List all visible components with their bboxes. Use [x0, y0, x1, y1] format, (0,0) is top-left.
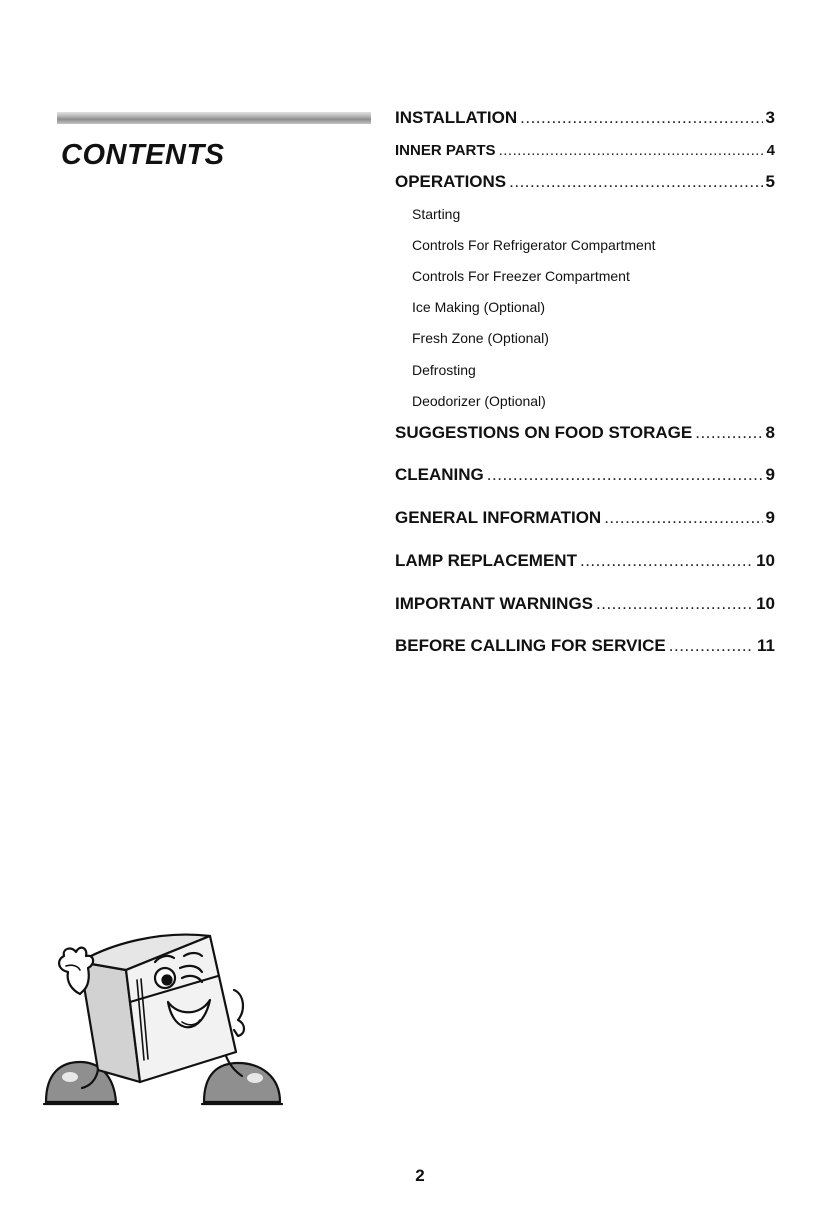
toc-leader-dots	[580, 551, 753, 571]
toc-subitem-fresh-zone[interactable]: Fresh Zone (Optional)	[412, 330, 549, 346]
toc-entry-page: 10	[756, 594, 775, 613]
toc-entry-page: 4	[766, 142, 775, 159]
toc-subitem-ice-making[interactable]: Ice Making (Optional)	[412, 299, 546, 315]
toc-subitem-starting[interactable]: Starting	[412, 206, 461, 222]
toc-leader-dots	[596, 594, 753, 614]
toc-entry-label: IMPORTANT WARNINGS	[395, 594, 594, 613]
toc-leader-dots	[487, 465, 763, 485]
toc-leader-dots	[669, 636, 754, 656]
toc-entry-important-warnings[interactable]	[395, 594, 775, 614]
toc-entry-label: OPERATIONS	[395, 172, 507, 191]
toc-entry-lamp-replacement[interactable]	[395, 551, 775, 571]
toc-entry-page: 8	[765, 423, 775, 442]
toc-entry-cleaning[interactable]	[395, 465, 775, 485]
toc-subitem-refrigerator-controls[interactable]: Controls For Refrigerator Compartment	[412, 237, 656, 253]
toc-leader-dots	[520, 108, 762, 128]
toc-entry-label: SUGGESTIONS ON FOOD STORAGE	[395, 423, 693, 442]
toc-subitem-deodorizer[interactable]: Deodorizer (Optional)	[412, 393, 546, 409]
toc-entry-inner-parts[interactable]	[395, 142, 775, 159]
page-number: 2	[415, 1166, 425, 1185]
toc-entry-page: 5	[765, 172, 775, 191]
toc-entry-page: 11	[757, 636, 775, 655]
toc-leader-dots	[509, 172, 762, 192]
toc-entry-installation[interactable]	[395, 108, 775, 128]
toc-entry-page: 9	[765, 465, 775, 484]
toc-subitem-defrosting[interactable]: Defrosting	[412, 362, 476, 378]
toc-leader-dots	[695, 423, 762, 443]
toc-entry-page: 10	[756, 551, 775, 570]
toc-entry-operations[interactable]	[395, 172, 775, 192]
toc-entry-before-service[interactable]	[395, 636, 775, 656]
toc-leader-dots	[499, 142, 764, 159]
toc-entry-food-storage[interactable]	[395, 423, 775, 443]
toc-entry-label: GENERAL INFORMATION	[395, 508, 602, 527]
toc-leader-dots	[604, 508, 762, 528]
toc-entry-label: INNER PARTS	[395, 142, 496, 159]
toc-subitem-freezer-controls[interactable]: Controls For Freezer Compartment	[412, 268, 630, 284]
toc-entry-page: 9	[765, 508, 775, 527]
toc-entry-page: 3	[765, 108, 775, 127]
toc-entry-label: INSTALLATION	[395, 108, 518, 127]
toc-entry-label: CLEANING	[395, 465, 484, 484]
toc-entry-label: LAMP REPLACEMENT	[395, 551, 577, 570]
refrigerator-mascot-icon	[40, 920, 284, 1115]
toc-entry-general-information[interactable]	[395, 508, 775, 528]
page-title: CONTENTS	[61, 139, 225, 171]
title-decorative-bar	[57, 112, 371, 124]
toc-entry-label: BEFORE CALLING FOR SERVICE	[395, 636, 666, 655]
